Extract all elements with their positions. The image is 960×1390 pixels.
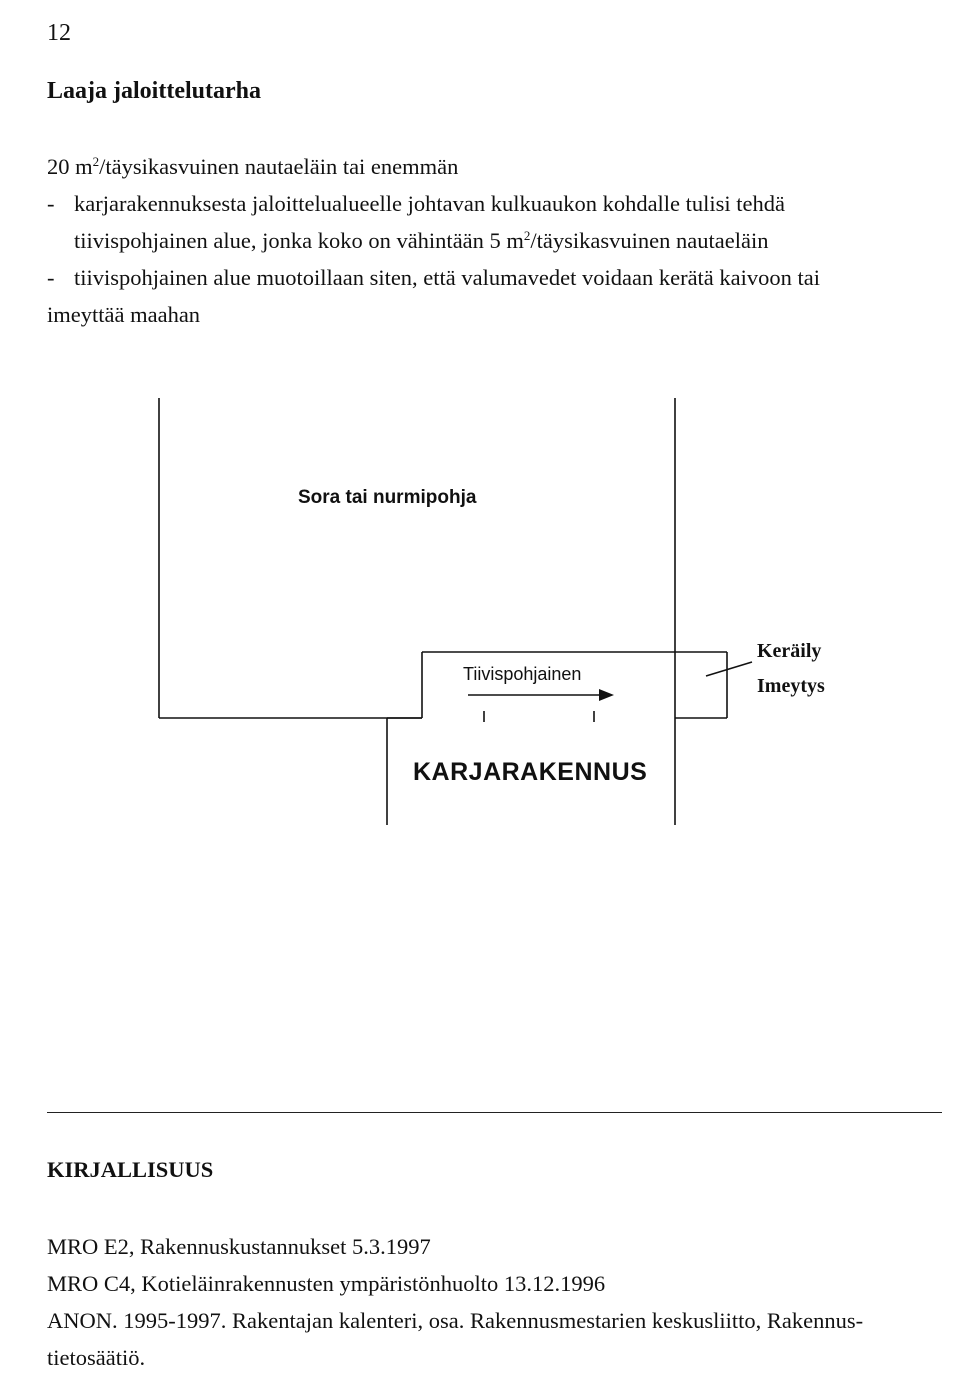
intro-text-after: /täysikasvuinen nautaeläin tai enemmän [99,154,459,179]
bullet-2-line-1: tiivispohjainen alue muotoillaan siten, että valumavedet voidaan kerätä kaivoon tai [74,265,821,290]
collection-leader-line [706,662,752,676]
references-heading: KIRJALLISUUS [47,1157,214,1182]
paved-area-label: Tiivispohjainen [463,664,582,684]
yard-layout-diagram [0,380,960,840]
bullet-1-superscript: 2 [523,228,531,243]
bullet-2-continuation [47,296,927,333]
reference-item: ANON. 1995-1997. Rakentajan kalenteri, osa. Rakennusmestarien keskusliitto, Rakennus- [47,1308,864,1333]
bullet-item-1 [47,185,927,259]
bullet-item-2 [47,259,927,296]
bullet-1-line-2-before: tiivispohjainen alue, jonka koko on vähintään 5 m [74,228,524,253]
reference-item: MRO C4, Kotieläinrakennusten ympäristönhuolto 13.12.1996 [47,1271,606,1296]
collection-label: Keräily [757,640,822,662]
section-heading: Laaja jaloittelutarha [47,78,261,104]
bullet-1-line-2-after: /täysikasvuinen nautaeläin [530,228,769,253]
intro-text-before: 20 m [47,154,93,179]
infiltration-label: Imeytys [757,675,825,697]
intro-paragraph [47,148,927,185]
reference-item-continuation: tietosäätiö. [47,1345,146,1370]
drainage-arrow-head-icon [599,689,614,701]
bullet-dash: - [47,265,55,290]
page-number: 12 [47,20,71,46]
section-divider [47,1112,942,1113]
field-label: Sora tai nurmipohja [298,487,477,508]
bullet-dash: - [47,191,55,216]
building-label: KARJARAKENNUS [413,758,648,786]
references-list [47,1228,947,1376]
bullet-2-line-2: imeyttää maahan [47,302,201,327]
reference-item: MRO E2, Rakennuskustannukset 5.3.1997 [47,1234,431,1259]
bullet-1-line-1: karjarakennuksesta jaloittelualueelle johtavan kulkuaukon kohdalle tulisi tehdä [74,191,786,216]
intro-superscript: 2 [92,154,100,169]
body-text [47,148,927,333]
